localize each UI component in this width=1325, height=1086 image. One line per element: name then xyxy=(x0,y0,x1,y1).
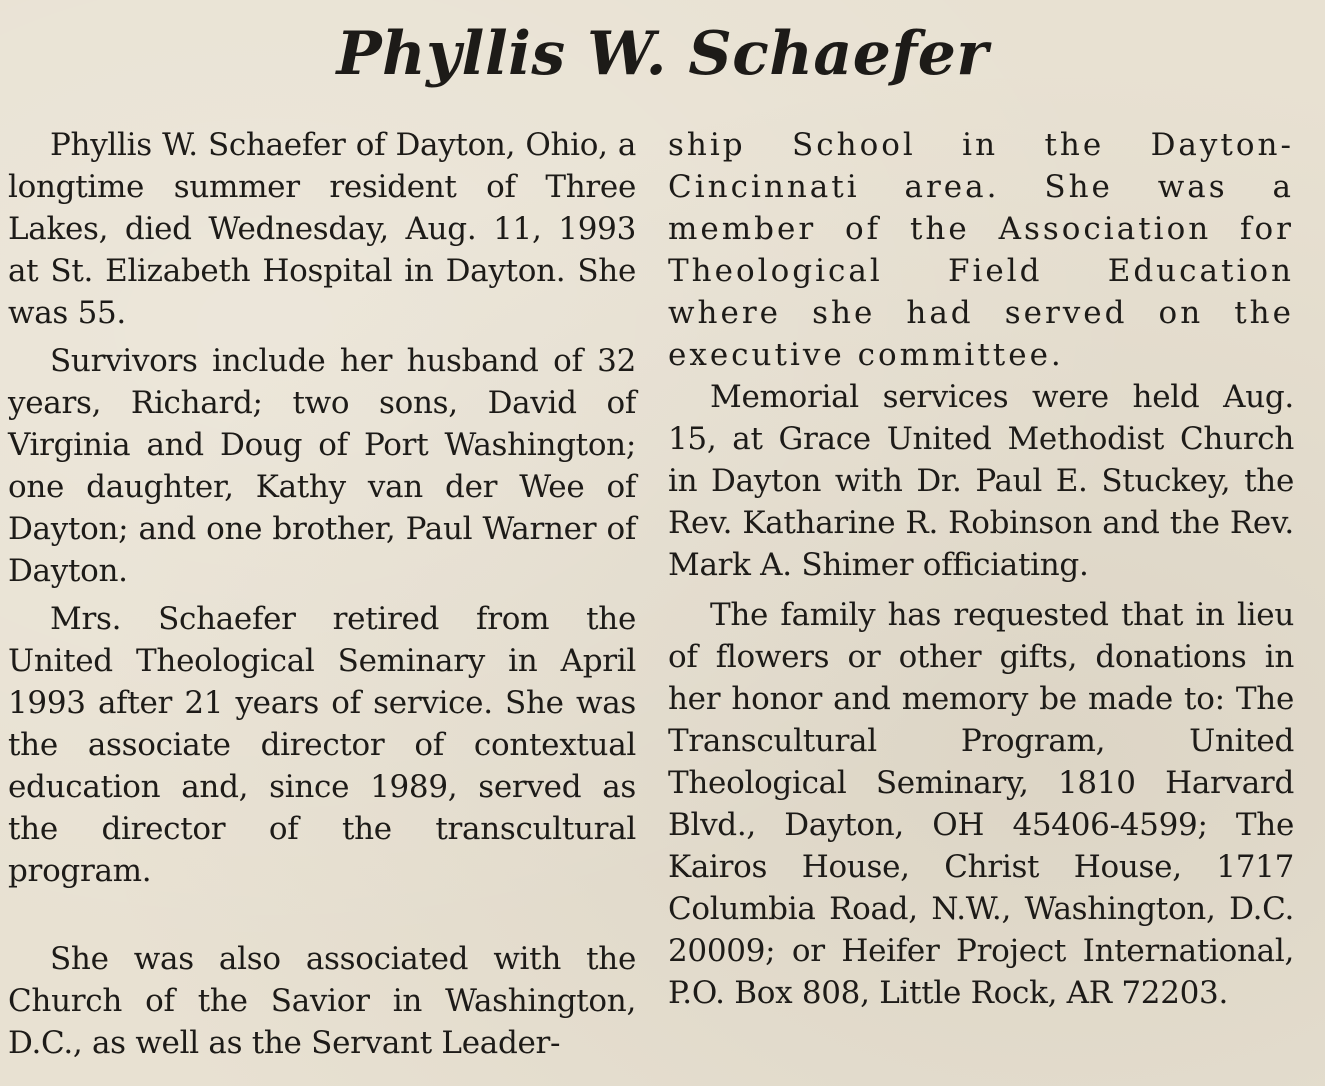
paragraph-career: Mrs. Schaefer retired from the United Theological Seminary in April 1993 after 21 years of service. She was the associate director of contextual education and, since 1989, served as the director of the transcultural program. xyxy=(8,601,636,889)
paragraph-memorial-services: Memorial services were held Aug. 15, at Grace United Methodist Church in Dayton with Dr. Paul E. Stuckey, the Rev. Katharine R. Robinson and the Rev. Mark A. Shimer officiating. xyxy=(668,379,1294,583)
paragraph-intro: Phyllis W. Schaefer of Dayton, Ohio, a longtime summer resident of Three Lakes, died Wednesday, Aug. 11, 1993 at St. Elizabeth Hospital in Dayton. She was 55. xyxy=(8,127,636,331)
left-column xyxy=(8,124,636,1064)
paragraph-associations-continued: ship School in the Dayton-Cincinnati area. She was a member of the Association for Theological Field Education where she had served on the executive committee. xyxy=(668,127,1294,373)
paragraph-survivors: Survivors include her husband of 32 years, Richard; two sons, David of Virginia and Doug of Port Washington; one daughter, Kathy van der Wee of Dayton; and one brother, Paul Warner of Dayton. xyxy=(8,343,636,589)
obituary-title: Phyllis W. Schaefer xyxy=(336,19,989,89)
paragraph-associations: She was also associated with the Church of the Savior in Washington, D.C., as well as the Servant Leader- xyxy=(8,941,636,1061)
paragraph-donations: The family has requested that in lieu of flowers or other gifts, donations in her honor and memory be made to: The Transcultural Program, United Theological Seminary, 1810 Harvard Blvd., Dayton, OH 45406-4599; The Kairos House, Christ House, 1717 Columbia Road, N.W., Washington, D.C. 20009; or Heifer Project International, P.O. Box 808, Little Rock, AR 72203. xyxy=(668,597,1294,1011)
right-column xyxy=(668,124,1294,1014)
